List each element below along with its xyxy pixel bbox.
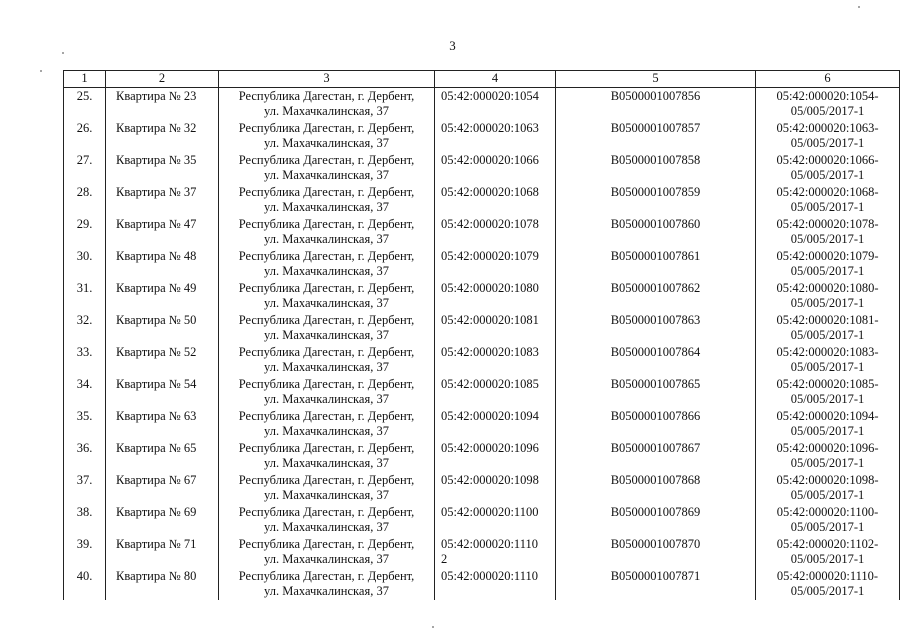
object-address-line: ул. Махачкалинская, 37 <box>264 488 389 502</box>
object-name <box>106 440 219 472</box>
object-name <box>106 184 219 216</box>
registry-code <box>556 536 756 568</box>
registry-code-line: B0500001007861 <box>610 248 701 263</box>
cadastral-number-line: 05:42:000020:1068 <box>441 184 539 199</box>
table-row <box>64 568 900 600</box>
cadastral-number <box>435 248 556 280</box>
table-row <box>64 440 900 472</box>
registration-number-line: 05:42:000020:1081- <box>776 312 879 327</box>
object-address-line: ул. Махачкалинская, 37 <box>264 232 389 246</box>
object-address-line: Республика Дагестан, г. Дербент, <box>238 184 415 199</box>
row-number <box>64 472 106 504</box>
object-name <box>106 312 219 344</box>
object-address-line: ул. Махачкалинская, 37 <box>264 168 389 182</box>
object-name-line: Квартира № 80 <box>116 568 197 583</box>
object-address-line: ул. Махачкалинская, 37 <box>264 136 389 150</box>
object-address-line: ул. Махачкалинская, 37 <box>264 264 389 278</box>
cadastral-number-line: 05:42:000020:1110 <box>441 568 538 583</box>
registration-number <box>756 120 900 152</box>
object-address <box>219 344 435 376</box>
object-address-line: ул. Махачкалинская, 37 <box>264 360 389 374</box>
registration-number-line: 05/005/2017-1 <box>790 168 865 182</box>
row-number <box>64 504 106 536</box>
registry-code-line: B0500001007862 <box>610 280 701 295</box>
object-address <box>219 472 435 504</box>
cadastral-number-line: 05:42:000020:1079 <box>441 248 539 263</box>
row-number-line: 38. <box>76 504 93 519</box>
registration-number-line: 05:42:000020:1054- <box>776 88 879 103</box>
registration-number-line: 05:42:000020:1079- <box>776 248 879 263</box>
cadastral-number <box>435 376 556 408</box>
registry-code-line: B0500001007869 <box>610 504 701 519</box>
registration-number-line: 05/005/2017-1 <box>790 520 865 534</box>
column-number-row <box>64 71 900 88</box>
cadastral-number-line: 05:42:000020:1066 <box>441 152 539 167</box>
object-name-line: Квартира № 47 <box>116 216 197 231</box>
object-address-line: ул. Махачкалинская, 37 <box>264 392 389 406</box>
object-name <box>106 216 219 248</box>
object-address <box>219 248 435 280</box>
object-address-line: ул. Махачкалинская, 37 <box>264 456 389 470</box>
column-number: 4 <box>435 71 556 88</box>
registry-code-line: B0500001007868 <box>610 472 701 487</box>
object-name-line: Квартира № 54 <box>116 376 197 391</box>
registry-code <box>556 184 756 216</box>
row-number <box>64 376 106 408</box>
registration-number-line: 05/005/2017-1 <box>790 104 865 118</box>
object-address-line: ул. Махачкалинская, 37 <box>264 424 389 438</box>
row-number <box>64 216 106 248</box>
object-name <box>106 408 219 440</box>
object-name <box>106 536 219 568</box>
cadastral-number-line: 05:42:000020:1100 <box>441 504 539 519</box>
registry-code <box>556 504 756 536</box>
cadastral-number <box>435 87 556 120</box>
registration-number-line: 05:42:000020:1100- <box>776 504 879 519</box>
table-row <box>64 280 900 312</box>
cadastral-number <box>435 536 556 568</box>
object-address-line: Республика Дагестан, г. Дербент, <box>238 152 415 167</box>
registration-number-line: 05:42:000020:1098- <box>776 472 879 487</box>
object-name-line: Квартира № 63 <box>116 408 197 423</box>
registry-code-line: B0500001007864 <box>610 344 701 359</box>
object-address-line: Республика Дагестан, г. Дербент, <box>238 408 415 423</box>
registration-number-line: 05/005/2017-1 <box>790 360 865 374</box>
cadastral-number-line: 05:42:000020:1085 <box>441 376 539 391</box>
row-number-line: 36. <box>76 440 93 455</box>
object-address-line: ул. Махачкалинская, 37 <box>264 520 389 534</box>
registry-code-line: B0500001007863 <box>610 312 701 327</box>
object-address-line: Республика Дагестан, г. Дербент, <box>238 472 415 487</box>
registration-number-line: 05:42:000020:1085- <box>776 376 879 391</box>
registration-number <box>756 440 900 472</box>
object-name <box>106 248 219 280</box>
registration-number <box>756 344 900 376</box>
row-number-line: 26. <box>76 120 93 135</box>
row-number <box>64 120 106 152</box>
table-row <box>64 376 900 408</box>
cadastral-number <box>435 184 556 216</box>
table-row <box>64 472 900 504</box>
cadastral-number <box>435 472 556 504</box>
object-address <box>219 504 435 536</box>
object-name-line: Квартира № 67 <box>116 472 197 487</box>
registry-code-line: B0500001007870 <box>610 536 701 551</box>
table-row <box>64 536 900 568</box>
object-name <box>106 504 219 536</box>
cadastral-number-line: 2 <box>441 552 448 566</box>
row-number-line: 33. <box>76 344 93 359</box>
cadastral-number-line: 05:42:000020:1063 <box>441 120 539 135</box>
registry-table <box>63 70 900 600</box>
table-row <box>64 312 900 344</box>
registry-code-line: B0500001007860 <box>610 216 701 231</box>
object-address-line: Республика Дагестан, г. Дербент, <box>238 440 415 455</box>
registration-number-line: 05:42:000020:1066- <box>776 152 879 167</box>
registry-code <box>556 376 756 408</box>
registration-number <box>756 504 900 536</box>
registration-number <box>756 312 900 344</box>
registry-code <box>556 152 756 184</box>
table-row <box>64 504 900 536</box>
registration-number-line: 05:42:000020:1083- <box>776 344 879 359</box>
row-number-line: 34. <box>76 376 93 391</box>
registry-code-line: B0500001007867 <box>610 440 701 455</box>
object-name <box>106 152 219 184</box>
row-number-line: 29. <box>76 216 93 231</box>
column-number: 5 <box>556 71 756 88</box>
table-row <box>64 344 900 376</box>
cadastral-number <box>435 568 556 600</box>
registration-number <box>756 248 900 280</box>
table-row <box>64 184 900 216</box>
registry-code <box>556 568 756 600</box>
registry-code-line: B0500001007856 <box>610 88 701 103</box>
cadastral-number <box>435 504 556 536</box>
row-number-line: 35. <box>76 408 93 423</box>
registration-number-line: 05:42:000020:1096- <box>776 440 879 455</box>
object-name-line: Квартира № 71 <box>116 536 197 551</box>
object-address-line: ул. Махачкалинская, 37 <box>264 328 389 342</box>
object-name <box>106 87 219 120</box>
object-address <box>219 568 435 600</box>
object-name <box>106 472 219 504</box>
registration-number <box>756 87 900 120</box>
table-row <box>64 120 900 152</box>
registry-code <box>556 408 756 440</box>
registry-code <box>556 216 756 248</box>
object-address <box>219 280 435 312</box>
registry-code-line: B0500001007857 <box>610 120 701 135</box>
scan-speck <box>62 52 64 54</box>
cadastral-number <box>435 120 556 152</box>
registration-number-line: 05:42:000020:1080- <box>776 280 879 295</box>
cadastral-number-line: 05:42:000020:1098 <box>441 472 539 487</box>
object-name-line: Квартира № 69 <box>116 504 197 519</box>
row-number-line: 39. <box>76 536 93 551</box>
object-address-line: Республика Дагестан, г. Дербент, <box>238 248 415 263</box>
column-number: 2 <box>106 71 219 88</box>
row-number <box>64 184 106 216</box>
registry-code <box>556 248 756 280</box>
cadastral-number-line: 05:42:000020:1081 <box>441 312 539 327</box>
registry-code <box>556 472 756 504</box>
scan-speck <box>40 70 42 72</box>
object-address-line: Республика Дагестан, г. Дербент, <box>238 504 415 519</box>
registration-number-line: 05/005/2017-1 <box>790 424 865 438</box>
object-name <box>106 344 219 376</box>
registration-number <box>756 280 900 312</box>
row-number <box>64 87 106 120</box>
object-name <box>106 568 219 600</box>
row-number <box>64 536 106 568</box>
row-number-line: 40. <box>76 568 93 583</box>
object-address <box>219 152 435 184</box>
object-address <box>219 184 435 216</box>
cadastral-number <box>435 216 556 248</box>
object-address <box>219 312 435 344</box>
registration-number <box>756 152 900 184</box>
object-address <box>219 440 435 472</box>
cadastral-number <box>435 408 556 440</box>
registry-code <box>556 312 756 344</box>
registration-number-line: 05:42:000020:1063- <box>776 120 879 135</box>
page-number: 3 <box>449 38 456 53</box>
cadastral-number-line: 05:42:000020:1080 <box>441 280 539 295</box>
registration-number-line: 05/005/2017-1 <box>790 488 865 502</box>
row-number <box>64 344 106 376</box>
registration-number <box>756 216 900 248</box>
scan-speck <box>432 626 434 628</box>
cadastral-number-line: 05:42:000020:1110 <box>441 536 538 551</box>
table-row <box>64 408 900 440</box>
object-address-line: ул. Махачкалинская, 37 <box>264 104 389 118</box>
registration-number-line: 05/005/2017-1 <box>790 552 865 566</box>
object-address <box>219 408 435 440</box>
object-address-line: Республика Дагестан, г. Дербент, <box>238 344 415 359</box>
registration-number-line: 05:42:000020:1110- <box>776 568 879 583</box>
registration-number-line: 05/005/2017-1 <box>790 584 865 598</box>
object-address-line: ул. Махачкалинская, 37 <box>264 552 389 566</box>
row-number-line: 31. <box>76 280 93 295</box>
row-number <box>64 152 106 184</box>
row-number-line: 25. <box>76 88 93 103</box>
table-body <box>64 87 900 600</box>
row-number <box>64 440 106 472</box>
row-number <box>64 408 106 440</box>
cadastral-number-line: 05:42:000020:1096 <box>441 440 539 455</box>
cadastral-number-line: 05:42:000020:1083 <box>441 344 539 359</box>
registration-number-line: 05/005/2017-1 <box>790 328 865 342</box>
registration-number-line: 05/005/2017-1 <box>790 232 865 246</box>
table-header <box>64 71 900 88</box>
cadastral-number-line: 05:42:000020:1094 <box>441 408 539 423</box>
object-name <box>106 120 219 152</box>
object-address-line: Республика Дагестан, г. Дербент, <box>238 120 415 135</box>
registration-number-line: 05/005/2017-1 <box>790 296 865 310</box>
registration-number <box>756 472 900 504</box>
row-number <box>64 248 106 280</box>
object-name-line: Квартира № 50 <box>116 312 197 327</box>
registration-number <box>756 536 900 568</box>
row-number <box>64 312 106 344</box>
column-number: 3 <box>219 71 435 88</box>
table-row <box>64 152 900 184</box>
table-row <box>64 248 900 280</box>
registry-code <box>556 87 756 120</box>
row-number <box>64 568 106 600</box>
object-name <box>106 376 219 408</box>
registration-number-line: 05/005/2017-1 <box>790 456 865 470</box>
cadastral-number-line: 05:42:000020:1078 <box>441 216 539 231</box>
registration-number-line: 05:42:000020:1102- <box>776 536 879 551</box>
object-address-line: Республика Дагестан, г. Дербент, <box>238 216 415 231</box>
object-address-line: ул. Махачкалинская, 37 <box>264 200 389 214</box>
cadastral-number <box>435 312 556 344</box>
row-number <box>64 280 106 312</box>
object-address-line: Республика Дагестан, г. Дербент, <box>238 568 415 583</box>
cadastral-number <box>435 344 556 376</box>
row-number-line: 28. <box>76 184 93 199</box>
object-name-line: Квартира № 48 <box>116 248 197 263</box>
object-address <box>219 216 435 248</box>
registry-code-line: B0500001007871 <box>610 568 701 583</box>
object-address-line: Республика Дагестан, г. Дербент, <box>238 312 415 327</box>
registry-code <box>556 440 756 472</box>
registration-number <box>756 568 900 600</box>
registry-code <box>556 280 756 312</box>
object-name-line: Квартира № 37 <box>116 184 197 199</box>
registration-number <box>756 184 900 216</box>
object-name-line: Квартира № 35 <box>116 152 197 167</box>
registration-number-line: 05:42:000020:1068- <box>776 184 879 199</box>
table-row <box>64 216 900 248</box>
object-address-line: Республика Дагестан, г. Дербент, <box>238 88 415 103</box>
registration-number-line: 05/005/2017-1 <box>790 200 865 214</box>
registration-number-line: 05/005/2017-1 <box>790 136 865 150</box>
registry-code-line: B0500001007865 <box>610 376 701 391</box>
object-name-line: Квартира № 65 <box>116 440 197 455</box>
table-row <box>64 87 900 120</box>
scan-speck <box>858 6 860 8</box>
object-address-line: Республика Дагестан, г. Дербент, <box>238 536 415 551</box>
registration-number-line: 05/005/2017-1 <box>790 392 865 406</box>
column-number: 6 <box>756 71 900 88</box>
registry-code-line: B0500001007866 <box>610 408 701 423</box>
registry-code-line: B0500001007858 <box>610 152 701 167</box>
object-address-line: ул. Махачкалинская, 37 <box>264 296 389 310</box>
registration-number-line: 05:42:000020:1078- <box>776 216 879 231</box>
registration-number <box>756 408 900 440</box>
cadastral-number <box>435 440 556 472</box>
row-number-line: 27. <box>76 152 93 167</box>
object-address-line: Республика Дагестан, г. Дербент, <box>238 280 415 295</box>
row-number-line: 30. <box>76 248 93 263</box>
registration-number <box>756 376 900 408</box>
object-name-line: Квартира № 32 <box>116 120 197 135</box>
registry-code-line: B0500001007859 <box>610 184 701 199</box>
object-name-line: Квартира № 49 <box>116 280 197 295</box>
registry-code <box>556 120 756 152</box>
cadastral-number <box>435 280 556 312</box>
object-address <box>219 376 435 408</box>
object-name <box>106 280 219 312</box>
row-number-line: 32. <box>76 312 93 327</box>
registry-code <box>556 344 756 376</box>
object-address <box>219 536 435 568</box>
column-number: 1 <box>64 71 106 88</box>
registration-number-line: 05:42:000020:1094- <box>776 408 879 423</box>
cadastral-number <box>435 152 556 184</box>
object-address-line: ул. Махачкалинская, 37 <box>264 584 389 598</box>
object-name-line: Квартира № 23 <box>116 88 197 103</box>
object-address <box>219 87 435 120</box>
cadastral-number-line: 05:42:000020:1054 <box>441 88 539 103</box>
row-number-line: 37. <box>76 472 93 487</box>
object-address <box>219 120 435 152</box>
object-name-line: Квартира № 52 <box>116 344 197 359</box>
object-address-line: Республика Дагестан, г. Дербент, <box>238 376 415 391</box>
registration-number-line: 05/005/2017-1 <box>790 264 865 278</box>
